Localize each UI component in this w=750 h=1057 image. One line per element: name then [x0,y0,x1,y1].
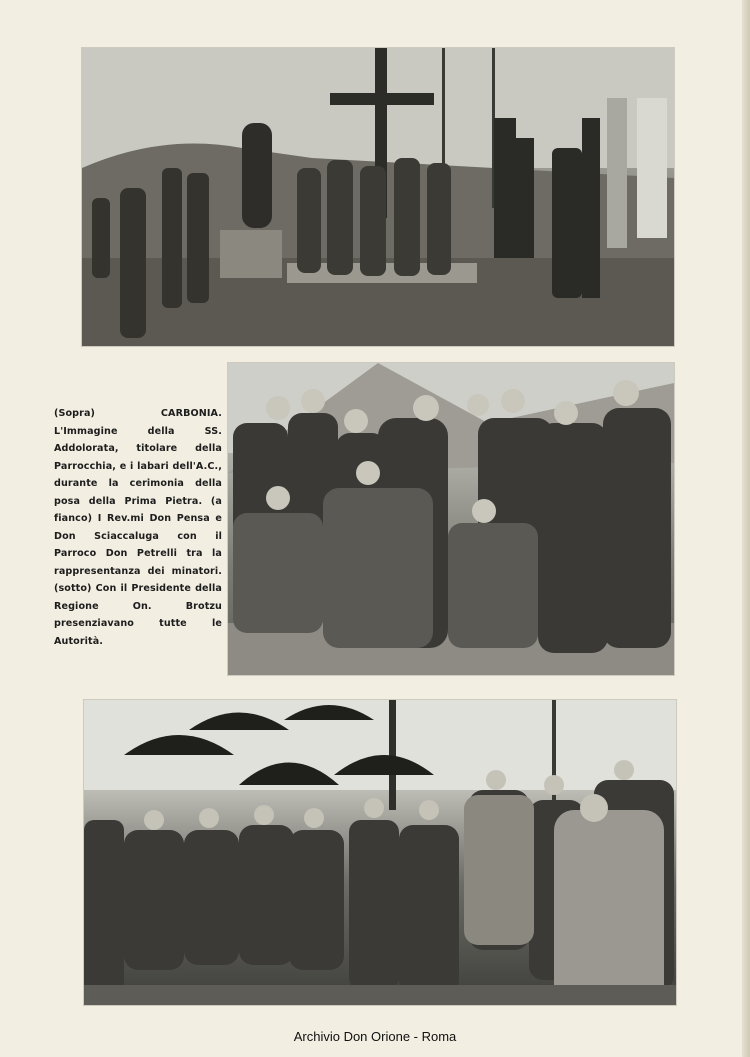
photo-authorities-umbrellas [84,700,676,1005]
caption-lead: (Sopra) CARBONIA. [54,408,222,419]
photo-ceremony-cross-image [82,48,674,346]
photo-ceremony-cross [82,48,674,346]
page-edge [742,0,750,1057]
photo-authorities-umbrellas-image [84,700,676,1005]
photo-clergy-miners-image [228,363,674,675]
photo-caption [54,405,222,650]
caption-body: L'Immagine della SS. Addolorata, titolare della Parrocchia, e i labari dell'A.C., durante la cerimonia della posa della Prima Pietra. (a fianco) I Rev.mi Don Pensa e Don Sciaccaluga con il Parroco Don Petrelli tra la rappresentanza dei minatori. (sotto) Con il Presidente della Regione On. Brotzu presenziavano tutte le Autorità. [54,425,222,647]
archive-footer: Archivio Don Orione - Roma [293,1029,457,1044]
photo-clergy-miners [228,363,674,675]
